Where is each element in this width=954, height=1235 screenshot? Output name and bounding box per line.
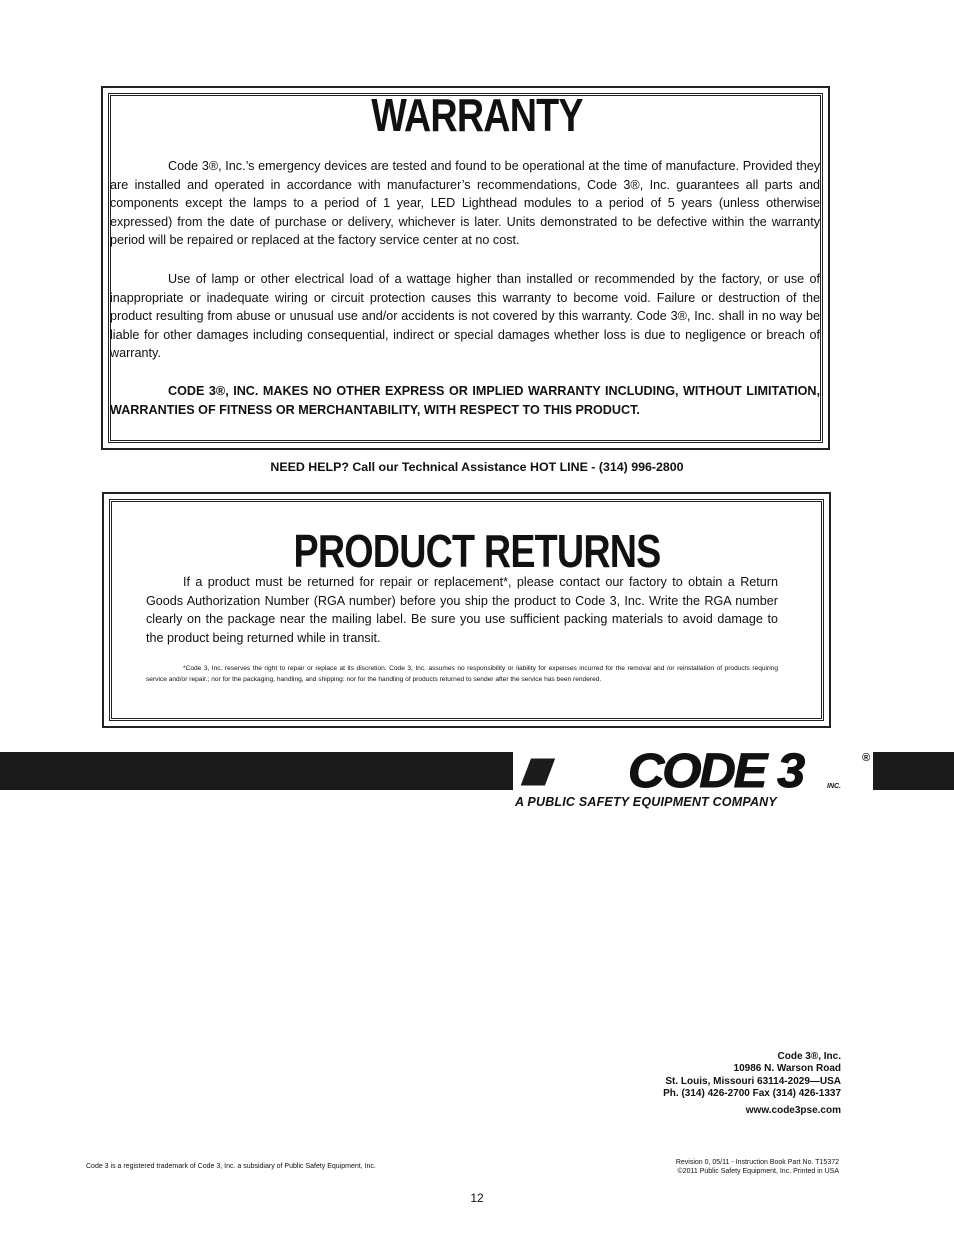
address-website: www.code3pse.com	[745, 1104, 841, 1116]
page-number: 12	[470, 1191, 484, 1205]
warranty-paragraph-2	[110, 270, 820, 363]
revision-line-1: Revision 0, 05/11 - Instruction Book Part No. T15372	[675, 1159, 839, 1166]
revision-info	[676, 1158, 839, 1176]
logo-tagline: A PUBLIC SAFETY EQUIPMENT COMPANY	[515, 795, 777, 809]
address-street: 10986 N. Warson Road	[733, 1063, 841, 1075]
warranty-disclaimer-text: CODE 3®, INC. MAKES NO OTHER EXPRESS OR IMPLIED WARRANTY INCLUDING, WITHOUT LIMITATION, WARRANTIES OF FITNESS OR MERCHANTABILITY, WITH RESPECT TO THIS PRODUCT.	[110, 384, 820, 417]
warranty-disclaimer	[110, 382, 820, 419]
returns-paragraph	[146, 573, 778, 647]
trademark-notice: Code 3 is a registered trademark of Code 3, Inc. a subsidiary of Public Safety Equipment, Inc.	[86, 1163, 376, 1170]
revision-line-2: ©2011 Public Safety Equipment, Inc. Printed in USA	[677, 1168, 839, 1175]
logo-slashes: //////	[522, 752, 547, 793]
help-hotline: NEED HELP? Call our Technical Assistance HOT LINE - (314) 996-2800	[270, 460, 684, 474]
company-address	[663, 1051, 841, 1117]
returns-title: PRODUCT RETURNS	[293, 525, 661, 577]
warranty-paragraph-2-text: Use of lamp or other electrical load of a wattage higher than installed or recommended by the factory, or use of inappropriate or inadequate wiring or circuit protection causes this warranty to become void. Failure or destruction of the product resulting from abuse or unusual use and/or accidents is not covered by this warranty. Code 3®, Inc. shall in no way be liable for other damages including consequential, indirect or special damages whether loss is due to negligence or breach of warranty.	[110, 272, 820, 361]
returns-footnote	[146, 664, 778, 685]
address-company: Code 3®, Inc.	[777, 1051, 841, 1062]
warranty-paragraph-1-text: Code 3®, Inc.’s emergency devices are tested and found to be operational at the time of manufacture. Provided they are installed and operated in accordance with manufacturer’s recommendations, Code 3®, Inc. guarantees all parts and components except the lamps to a period of 1 year, LED Lighthead modules to a period of 5 years (unless otherwise expressed) from the date of purchase or delivery, whichever is later. Units demonstrated to be defective within the warranty period will be repaired or replaced at the factory service center at no cost.	[110, 159, 820, 248]
logo-inc: INC.	[827, 783, 841, 790]
warranty-paragraph-1	[110, 157, 820, 250]
logo-registered-mark: ®	[862, 752, 871, 764]
address-phone: Ph. (314) 426-2700 Fax (314) 426-1337	[663, 1088, 841, 1100]
warranty-title: WARRANTY	[371, 89, 583, 141]
returns-paragraph-text: If a product must be returned for repair or replacement*, please contact our factory to obtain a Return Goods Authorization Number (RGA number) before you ship the product to Code 3, Inc. Write the RGA number clearly on the package near the mailing label. Be sure you use sufficient packing materials to avoid damage to the product being returned while in transit.	[146, 575, 778, 645]
code3-logo: CODE 3	[628, 745, 804, 798]
returns-footnote-text: *Code 3, Inc. reserves the right to repair or replace at its discretion. Code 3, Inc. assumes no responsibility or liability for expenses incurred for the removal and /or reinstallation of products requiring service and/or repair.; nor for the packaging, handling, and shipping: nor for the handling of products returned to sender after the service has been rendered.	[146, 665, 778, 683]
address-city: St. Louis, Missouri 63114-2029—USA	[665, 1075, 841, 1087]
